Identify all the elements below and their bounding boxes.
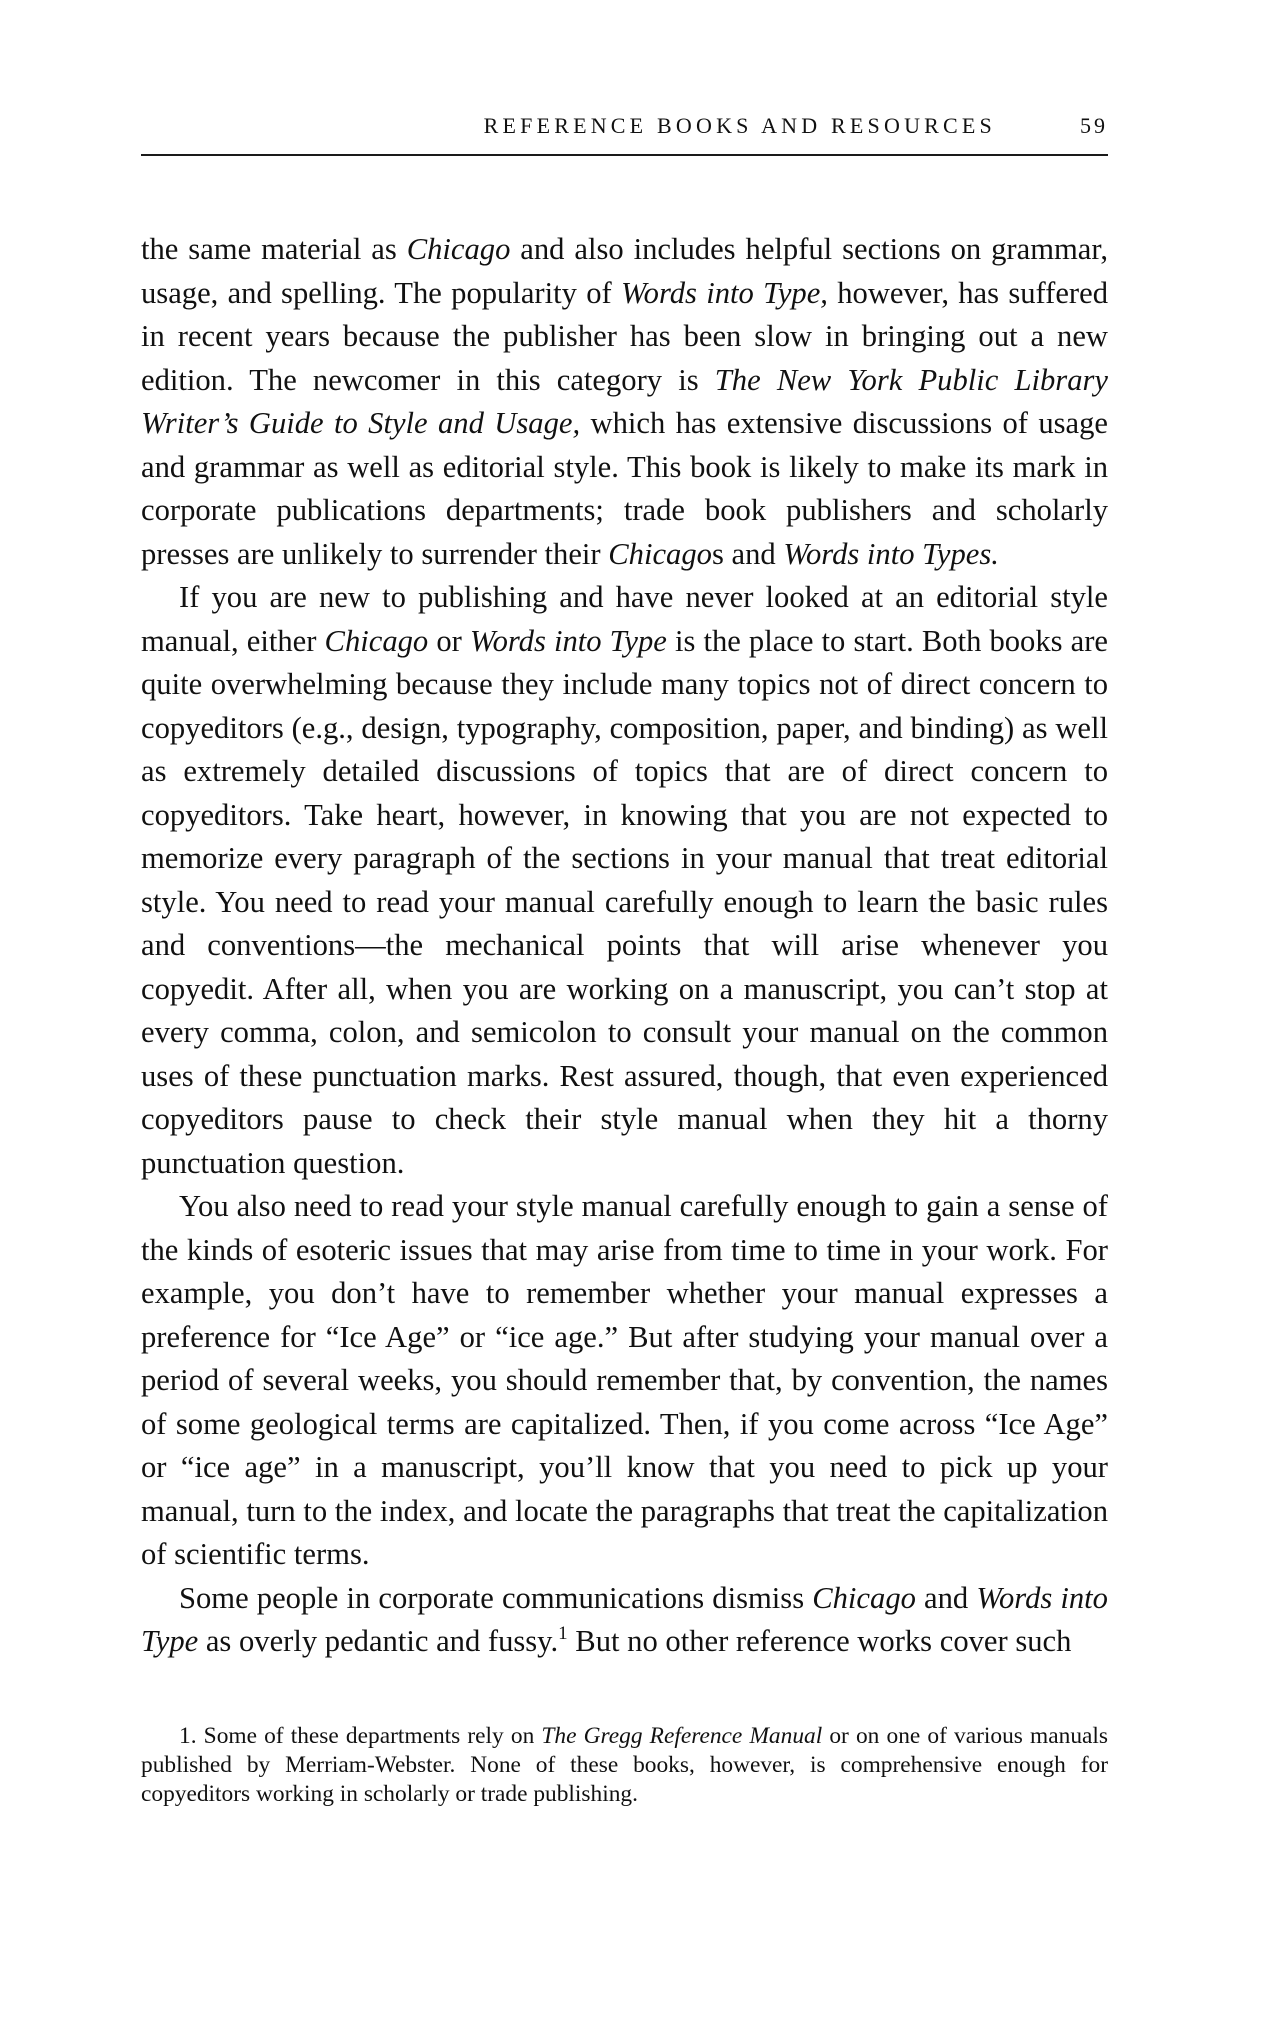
- body-text: [141, 228, 1108, 1664]
- running-head: REFERENCE BOOKS AND RESOURCES: [483, 113, 996, 138]
- italic-text: Chicago: [812, 1580, 916, 1615]
- text-run: Some people in corporate communications dismiss: [179, 1580, 813, 1615]
- text-run: however, has suffered in recent years because the publisher has been slow in bringing out a new edition. The newcomer in this category is: [141, 275, 1109, 397]
- footnote: [141, 1722, 1108, 1809]
- italic-text: Chicago: [406, 232, 511, 266]
- page-number: 59: [1080, 113, 1108, 138]
- text-run: s and: [711, 536, 784, 571]
- italic-text: The New York Public Library Writer’s Guide to Style and Usage,: [141, 362, 1108, 440]
- italic-text: Chicago: [324, 623, 429, 658]
- text-run: which has extensive discussions of usage and grammar as well as editorial style. This book is likely to make its mark in corporate publications departments; trade book publishers and scholarly presses are unlikely to surrender their: [141, 406, 1108, 571]
- paragraph: [141, 1577, 1108, 1664]
- text-run: the same material as: [141, 232, 407, 266]
- text-run: If you are new to publishing and have never looked at an editorial style manual, either: [141, 580, 1108, 658]
- paragraph: [141, 228, 1108, 576]
- italic-text: Chicago: [608, 536, 712, 571]
- italic-text: Words into Type: [141, 1580, 1108, 1658]
- italic-text: Words into Type: [469, 623, 667, 658]
- page-header: [141, 112, 1108, 156]
- text-run: or: [428, 623, 470, 658]
- text-run: or on one of various manuals published by Merriam-Webster. None of these books, however, is comprehensive enough for copyeditors working in scholarly or trade publishing.: [141, 1723, 1108, 1807]
- text-run: 1. Some of these departments rely on: [179, 1723, 542, 1749]
- paragraph: [141, 576, 1108, 1185]
- text-run: and: [915, 1580, 977, 1615]
- text-run: But no other reference works cover such: [567, 1624, 1072, 1658]
- text-run: is the place to start. Both books are quite overwhelming because they include many topics not of direct concern to copyeditors (e.g., design, typography, composition, paper, and binding) as well as extremely detailed discussions of topics that are of direct concern to copyeditors. Take heart, however, in knowing that you are not expected to memorize every paragraph of the sections in your manual that treat editorial style. You need to read your manual carefully enough to learn the basic rules and conventions—the mechanical points that will arise whenever you copyedit. After all, when you are working on a manuscript, you can’t stop at every comma, colon, and semicolon to consult your manual on the common uses of these punctuation marks. Rest assured, though, that even experienced copyeditors pause to check their style manual when they hit a thorny punctuation question.: [141, 623, 1108, 1180]
- text-run: You also need to read your style manual carefully enough to gain a sense of the kinds of esoteric issues that may arise from time to time in your work. For example, you don’t have to remember whether your manual expresses a preference for “Ice Age” or “ice age.” But after studying your manual over a period of several weeks, you should remember that, by convention, the names of some geological terms are capitalized. Then, if you come across “Ice Age” or “ice age” in a manuscript, you’ll know that you need to pick up your manual, turn to the index, and locate the paragraphs that treat the capitalization of scientific terms.: [141, 1189, 1108, 1571]
- footnote-reference[interactable]: 1: [558, 1623, 568, 1644]
- text-run: and also includes helpful sections on grammar, usage, and spelling. The popularity of: [141, 232, 1108, 310]
- italic-text: The Gregg Reference Manual: [541, 1723, 823, 1749]
- italic-text: Words into Types.: [783, 536, 999, 571]
- italic-text: Words into Type,: [620, 275, 828, 310]
- paragraph: [141, 1185, 1108, 1577]
- text-run: as overly pedantic and fussy.: [198, 1624, 559, 1658]
